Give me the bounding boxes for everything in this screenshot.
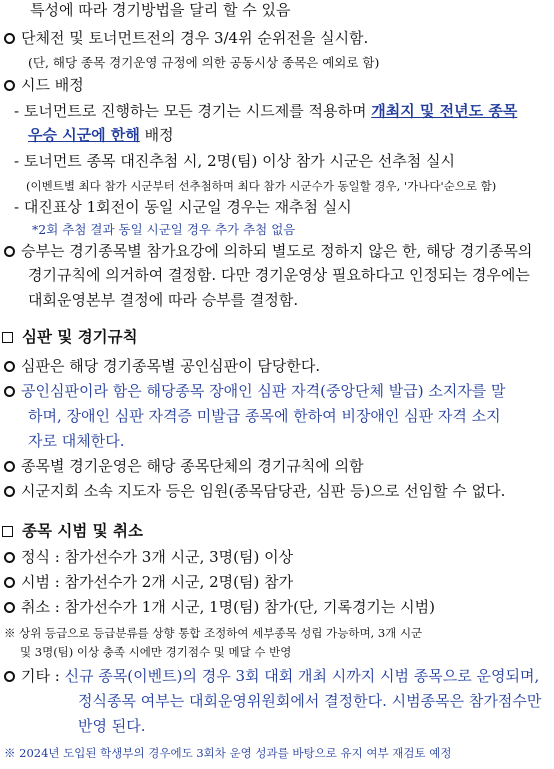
- note-line: ※ 2024년 도입된 학생부의 경우에도 3회차 운영 성과를 바탕으로 유지 여부 재검토 예정: [4, 746, 452, 760]
- section-heading: 심판 및 경기규칙: [2, 327, 138, 347]
- dash-item: - 토너먼트로 진행하는 모든 경기는 시드제를 적용하며 개최지 및 전년도 종목: [14, 102, 518, 120]
- highlight-text: 우승 시군에 한해: [28, 126, 140, 144]
- circle-bullet-icon: [4, 461, 15, 472]
- text-line: 반영 된다.: [78, 717, 146, 735]
- circle-bullet-icon: [4, 33, 15, 44]
- circle-bullet-icon: [4, 602, 15, 613]
- circle-bullet-icon: [4, 246, 15, 257]
- section-heading: 종목 시범 및 취소: [2, 521, 143, 541]
- text-line: 정식종목 여부는 대회운영위원회에서 결정한다. 시범종목은 참가점수만: [78, 692, 542, 710]
- text-line: 우승 시군에 한해 배정: [28, 126, 174, 144]
- bullet-item: 승부는 경기종목별 참가요강에 의하되 별도로 정하지 않은 한, 해당 경기종목의: [4, 241, 532, 261]
- circle-bullet-icon: [4, 552, 15, 563]
- square-bullet-icon: [2, 526, 13, 537]
- note-line: ※ 상위 등급으로 등급분류를 상향 통합 조정하여 세부종목 성립 가능하며, 3개 시군: [4, 626, 423, 640]
- text-line: 자로 대체한다.: [28, 432, 125, 450]
- bullet-item: 심판은 해당 경기종목별 공인심판이 담당한다.: [4, 356, 320, 376]
- note-line: 및 3명(팀) 이상 충족 시에만 경기점수 및 메달 수 반영: [20, 645, 292, 659]
- text-line: 경기규칙에 의거하여 결정함. 다만 경기운영상 필요하다고 인정되는 경우에는: [28, 266, 530, 284]
- circle-bullet-icon: [4, 577, 15, 588]
- highlight-text: 개최지 및 전년도 종목: [371, 102, 518, 120]
- circle-bullet-icon: [4, 80, 15, 91]
- text-line: 대회운영본부 결정에 따라 승부를 결정함.: [28, 291, 299, 309]
- highlight-text: 신규 종목(이벤트)의 경우 3회 대회 개최 시까지 시범 종목으로 운영되며,: [64, 667, 540, 685]
- bullet-item: 시군지회 소속 지도자 등은 임원(종목담당관, 심판 등)으로 선임할 수 없다.: [4, 481, 505, 501]
- square-bullet-icon: [2, 332, 13, 343]
- circle-bullet-icon: [4, 486, 15, 497]
- circle-bullet-icon: [4, 671, 15, 682]
- bullet-item: 종목별 경기운영은 해당 종목단체의 경기규칙에 의함: [4, 456, 364, 476]
- note-line: (이벤트별 최다 참가 시군부터 선추첨하며 최다 참가 시군수가 동일할 경우, '가나다'순으로 함): [26, 179, 497, 193]
- circle-bullet-icon: [4, 386, 15, 397]
- text-line: 하며, 장애인 심판 자격증 미발급 종목에 한하여 비장애인 심판 자격 소지: [28, 407, 501, 425]
- bullet-item: 단체전 및 토너먼트전의 경우 3/4위 순위전을 실시함.: [4, 28, 368, 48]
- circle-bullet-icon: [4, 361, 15, 372]
- bullet-item: 공인심판이라 함은 해당종목 장애인 심판 자격(중앙단체 발급) 소지자를 말: [4, 381, 506, 401]
- note-line: *2회 추첨 결과 동일 시군일 경우 추가 추첨 없음: [32, 222, 296, 237]
- bullet-item: 시범 : 참가선수가 2개 시군, 2명(팀) 참가: [4, 572, 293, 592]
- note-line: (단, 해당 종목 경기운영 규정에 의한 공동시상 종목은 예외로 함): [28, 55, 380, 70]
- dash-item: - 대진표상 1회전이 동일 시군일 경우는 재추첨 실시: [14, 198, 352, 216]
- text-line: 특성에 따라 경기방법을 달리 할 수 있음: [30, 1, 291, 19]
- dash-item: - 토너먼트 종목 대진추첨 시, 2명(팀) 이상 참가 시군은 선추첨 실시: [14, 152, 456, 170]
- bullet-item: 기타 : 신규 종목(이벤트)의 경우 3회 대회 개최 시까지 시범 종목으로 운영되며,: [4, 666, 539, 686]
- bullet-item: 취소 : 참가선수가 1개 시군, 1명(팀) 참가(단, 기록경기는 시범): [4, 597, 435, 617]
- bullet-item: 시드 배정: [4, 75, 84, 95]
- bullet-item: 정식 : 참가선수가 3개 시군, 3명(팀) 이상: [4, 547, 293, 567]
